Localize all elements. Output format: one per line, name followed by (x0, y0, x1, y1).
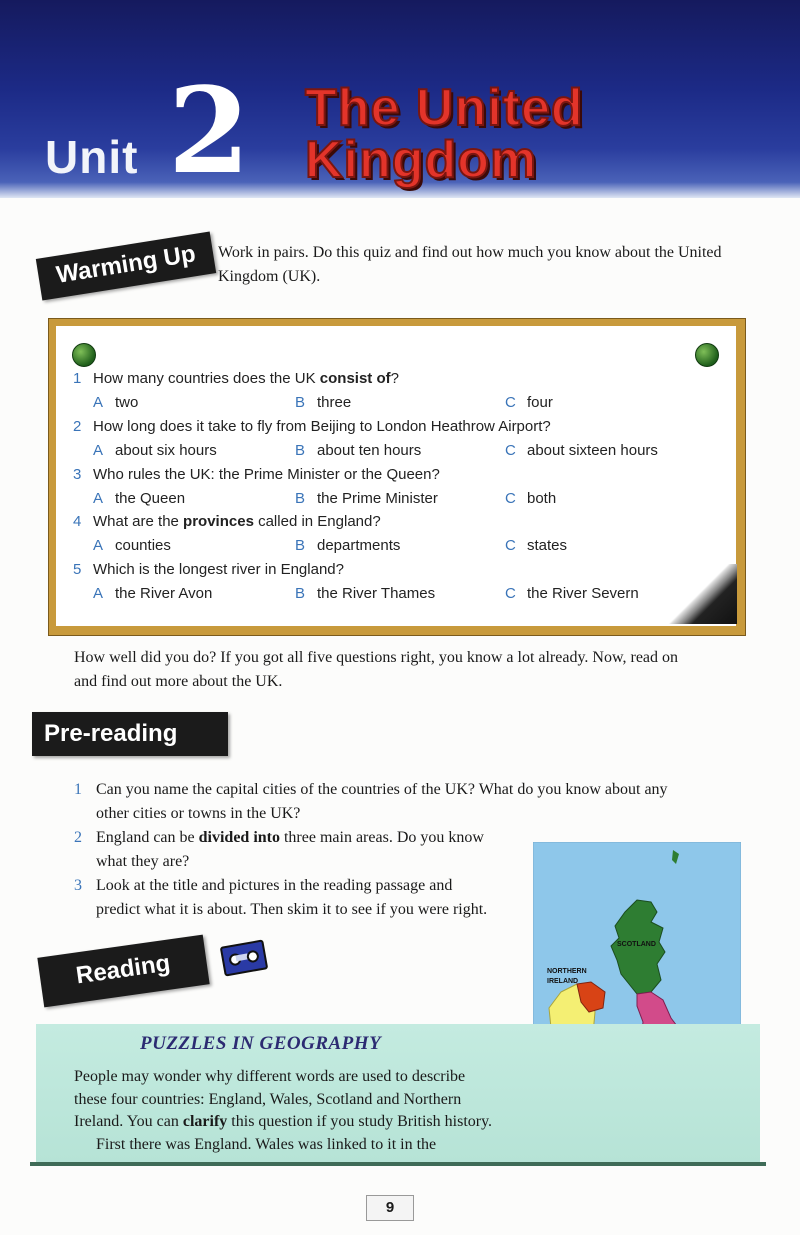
quiz-question (73, 418, 551, 435)
item-text: three main areas. Do you know (279, 829, 484, 846)
unit-label: Unit (45, 131, 139, 183)
question-text: How long does it take to fly from Beijing to London Heathrow Airport? (93, 418, 551, 435)
option-text: three (317, 394, 352, 411)
question-number: 2 (73, 418, 82, 435)
quiz-option (93, 490, 185, 507)
option-letter: C (505, 537, 516, 554)
option-text: counties (115, 537, 171, 554)
question-number: 3 (73, 466, 82, 483)
paragraph-line: How well did you do? If you got all five questions right, you know a lot already. Now, read on (74, 649, 679, 666)
item-text: Look at the title and pictures in the reading passage and (96, 877, 453, 894)
passage-line: People may wonder why different words are used to describe (74, 1068, 466, 1085)
quiz-option (505, 537, 567, 554)
after-quiz-paragraph (74, 646, 774, 694)
item-text: other cities or towns in the UK? (96, 805, 301, 822)
passage-text (74, 1066, 519, 1156)
option-letter: B (295, 490, 306, 507)
option-letter: A (93, 442, 104, 459)
option-letter: A (93, 490, 104, 507)
item-text: Can you name the capital cities of the countries of the UK? What do you know about any (96, 781, 668, 798)
option-text: the River Avon (115, 585, 213, 602)
quiz-option (505, 394, 553, 411)
option-letter: B (295, 537, 306, 554)
item-number: 1 (74, 781, 82, 798)
quiz-question (73, 466, 440, 483)
map-label-ireland: IRELAND (547, 978, 579, 985)
question-text-end: ? (390, 370, 399, 387)
option-text: the Queen (115, 490, 186, 507)
item-text: what they are? (96, 853, 190, 870)
option-letter: C (505, 442, 516, 459)
page-number: 9 (366, 1195, 414, 1221)
option-text: both (527, 490, 557, 507)
quiz-option (295, 537, 400, 554)
passage-line: First there was England. Wales was linked to it in the (96, 1135, 437, 1153)
keyword: provinces (183, 513, 254, 530)
unit-title-line-1: The United (305, 79, 584, 137)
quiz-question (73, 513, 381, 530)
quiz-option (93, 442, 217, 459)
option-text: four (527, 394, 553, 411)
option-text: the River Thames (317, 585, 436, 602)
option-text: departments (317, 537, 401, 554)
option-text: the Prime Minister (317, 490, 438, 507)
option-text: about ten hours (317, 442, 422, 459)
quiz-option (505, 585, 639, 602)
list-item (74, 778, 668, 802)
unit-number: 2 (168, 61, 251, 200)
option-letter: C (505, 394, 516, 411)
option-letter: B (295, 394, 306, 411)
warming-up-instruction: Work in pairs. Do this quiz and find out how much you know about the United Kingdom (UK). (218, 244, 722, 285)
quiz-option (505, 490, 556, 507)
quiz-option (93, 394, 138, 411)
page-curl-icon (665, 564, 737, 624)
option-letter: A (93, 585, 104, 602)
pin-icon (695, 343, 719, 367)
question-text: Who rules the UK: the Prime Minister or the Queen? (93, 466, 440, 483)
passage-segment: Ireland. You can (74, 1113, 183, 1130)
option-letter: B (295, 442, 306, 459)
option-letter: A (93, 394, 104, 411)
question-number: 4 (73, 513, 82, 530)
quiz-option (295, 585, 435, 602)
passage-line: these four countries: England, Wales, Scotland and Northern (74, 1090, 462, 1108)
question-text: Which is the longest river in England? (93, 561, 344, 578)
warming-up-tag: Warming Up (36, 231, 217, 300)
option-letter: A (93, 537, 104, 554)
option-letter: B (295, 585, 306, 602)
question-text: How many countries does the UK (93, 370, 320, 387)
keyword: consist of (319, 370, 391, 387)
quiz-option (295, 394, 351, 411)
item-number: 3 (74, 877, 82, 894)
passage-segment: this question if you study British history. (227, 1113, 493, 1130)
paragraph-line: and find out more about the UK. (74, 673, 283, 690)
reading-panel-edge (30, 1162, 766, 1166)
quiz-question (73, 370, 399, 387)
passage-title: PUZZLES IN GEOGRAPHY (140, 1033, 382, 1054)
item-number: 2 (74, 829, 82, 846)
quiz-option (505, 442, 658, 459)
item-text: predict what it is about. Then skim it to see if you were right. (96, 901, 488, 918)
keyword: clarify (182, 1113, 228, 1130)
quiz-option (295, 490, 438, 507)
question-text-end: called in England? (253, 513, 381, 530)
quiz-option (295, 442, 421, 459)
unit-title-line-2: Kingdom (305, 131, 538, 189)
option-text: states (527, 537, 568, 554)
cassette-icon (220, 939, 269, 976)
option-letter: C (505, 585, 516, 602)
pin-icon (72, 343, 96, 367)
passage-line (74, 1111, 519, 1134)
quiz-question (73, 561, 344, 578)
option-text: about sixteen hours (527, 442, 658, 459)
option-text: the River Severn (527, 585, 639, 602)
quiz-option (93, 585, 212, 602)
question-number: 5 (73, 561, 82, 578)
question-text: What are the (93, 513, 184, 530)
question-number: 1 (73, 370, 82, 387)
quiz-option (93, 537, 171, 554)
option-text: two (115, 394, 139, 411)
option-letter: C (505, 490, 516, 507)
pre-reading-tag: Pre-reading (32, 712, 228, 756)
keyword: divided into (198, 829, 280, 846)
map-label-northern: NORTHERN (547, 968, 587, 975)
item-text: England can be (96, 829, 199, 846)
option-text: about six hours (115, 442, 217, 459)
reading-tag: Reading (37, 935, 209, 1008)
map-label-scotland: SCOTLAND (617, 941, 656, 948)
